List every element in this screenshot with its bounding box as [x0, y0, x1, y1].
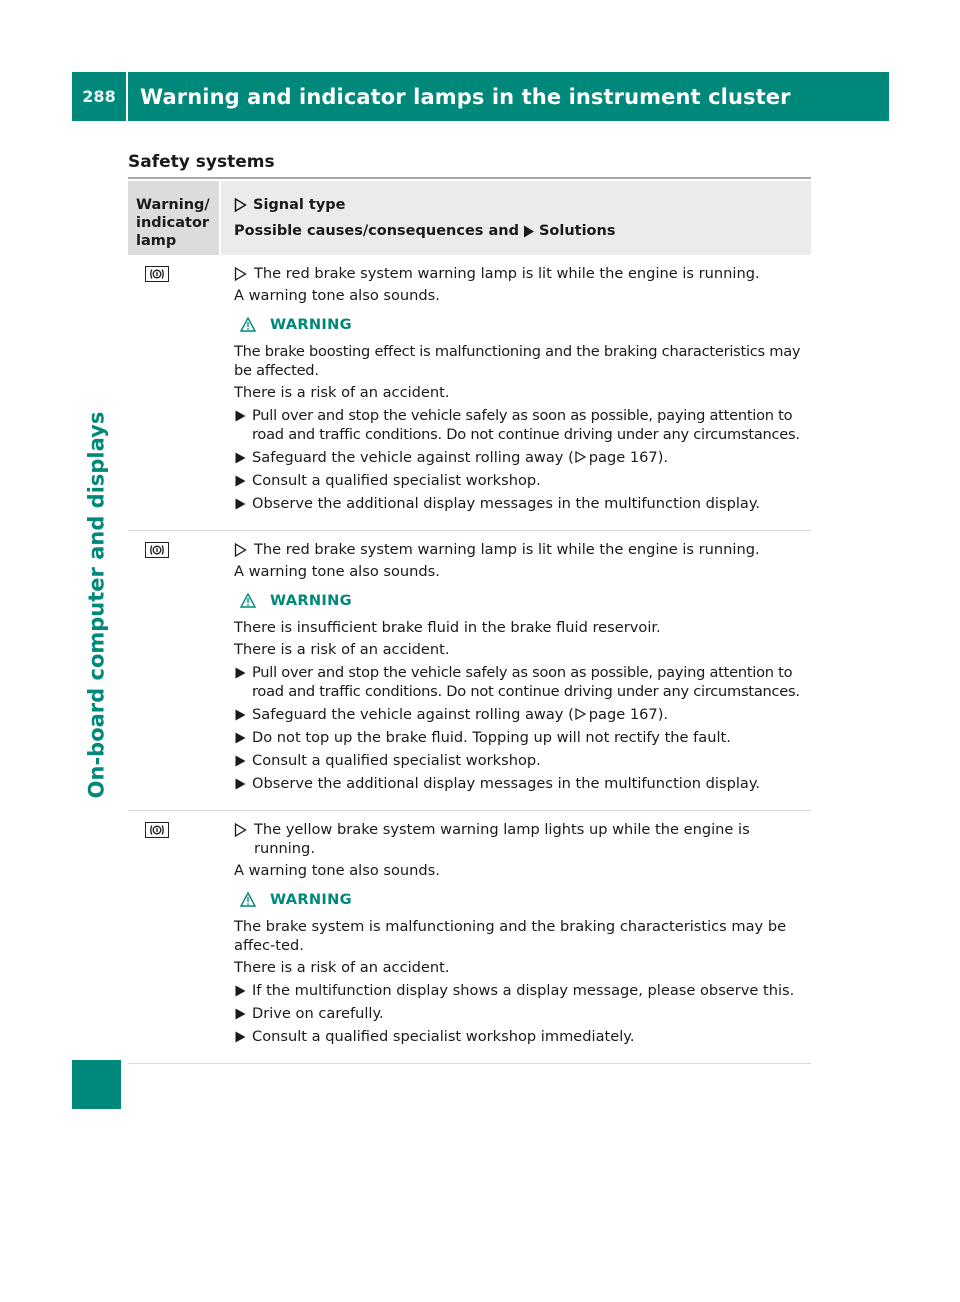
step-text: Safeguard the vehicle against rolling away (: [252, 449, 574, 466]
list-item: [234, 774, 805, 793]
arrow-right-filled-icon: [235, 755, 246, 767]
section-title: Safety systems: [128, 152, 275, 172]
tone-text: A warning tone also sounds.: [234, 862, 440, 879]
side-tab-label-wrap: [72, 160, 121, 1050]
step-text: Do not top up the brake fluid. Topping up will not rectify the fault.: [252, 729, 731, 746]
step-text: If the multifunction display shows a display message, please observe this.: [252, 982, 795, 999]
header-bar: [72, 72, 889, 121]
list-item: [234, 1004, 805, 1023]
risk-text: There is a risk of an accident.: [234, 641, 450, 658]
header-divider: [126, 72, 128, 121]
triangle-outline-icon: [575, 708, 586, 720]
step-text: Pull over and stop the vehicle safely as soon as possible, paying attention to road and traffic conditions. Do not continue driving under any circumstances.: [252, 407, 800, 443]
warning-triangle-icon: [240, 317, 256, 332]
list-item: [234, 1027, 805, 1046]
page-ref-link[interactable]: page 167).: [588, 449, 669, 466]
triangle-outline-icon: [234, 198, 247, 212]
step-text: Observe the additional display messages in the multifunction display.: [252, 775, 761, 792]
signal-type-label: Signal type: [253, 197, 346, 213]
signal-text: The red brake system warning lamp is lit while the engine is running.: [254, 541, 760, 558]
warning-text: There is insufficient brake fluid in the brake fluid reservoir.: [234, 619, 661, 636]
table-header: [128, 181, 811, 255]
arrow-right-filled-icon: [235, 1008, 246, 1020]
tone-text: A warning tone also sounds.: [234, 287, 440, 304]
brake-warning-lamp-icon: [145, 266, 169, 282]
list-item: [234, 406, 805, 444]
warning-heading: [240, 315, 805, 334]
list-item: [234, 751, 805, 770]
brake-warning-lamp-icon: [145, 822, 169, 838]
arrow-right-filled-icon: [235, 498, 246, 510]
arrow-right-filled-icon: [235, 732, 246, 744]
warning-label: WARNING: [270, 592, 352, 609]
brake-warning-lamp-icon: [145, 542, 169, 558]
risk-text: There is a risk of an accident.: [234, 959, 450, 976]
description-cell: [221, 811, 811, 1063]
arrow-right-filled-icon: [523, 225, 535, 238]
warning-triangle-icon: [240, 593, 256, 608]
lamp-table: [128, 181, 811, 1064]
col-header-lamp: Warning/ indicator lamp: [128, 181, 219, 255]
risk-text: There is a risk of an accident.: [234, 384, 450, 401]
triangle-outline-icon: [575, 451, 586, 463]
page-ref-link[interactable]: page 167).: [588, 706, 669, 723]
warning-triangle-icon: [240, 892, 256, 907]
list-item: [234, 728, 805, 747]
list-item: [234, 981, 805, 1000]
arrow-right-filled-icon: [235, 410, 246, 422]
lamp-cell: [128, 255, 219, 530]
step-text: Consult a qualified specialist workshop immediately.: [252, 1028, 635, 1045]
list-item: [234, 448, 805, 467]
triangle-outline-icon: [234, 543, 247, 557]
table-row: [128, 811, 811, 1064]
warning-heading: [240, 591, 805, 610]
warning-text: The brake boosting effect is malfunctioning and the braking characteristics may be affected.: [234, 343, 801, 379]
warning-label: WARNING: [270, 891, 352, 908]
warning-text: The brake system is malfunctioning and the braking characteristics may be affec-ted.: [234, 918, 787, 954]
triangle-outline-icon: [234, 267, 247, 281]
step-text: Consult a qualified specialist workshop.: [252, 752, 541, 769]
step-text: Drive on carefully.: [252, 1005, 384, 1022]
arrow-right-filled-icon: [235, 667, 246, 679]
side-tab-label: On-board computer and displays: [84, 411, 109, 799]
list-item: [234, 471, 805, 490]
side-tab: [72, 160, 121, 1180]
table-row: [128, 531, 811, 811]
lamp-cell: [128, 531, 219, 810]
arrow-right-filled-icon: [235, 709, 246, 721]
tone-text: A warning tone also sounds.: [234, 563, 440, 580]
page-number: 288: [82, 87, 116, 106]
list-item: [234, 494, 805, 513]
step-text: Pull over and stop the vehicle safely as soon as possible, paying attention to road and traffic conditions. Do not continue driving under any circumstances.: [252, 664, 800, 700]
step-text: Consult a qualified specialist workshop.: [252, 472, 541, 489]
step-text: Safeguard the vehicle against rolling away (: [252, 706, 574, 723]
description-cell: [221, 255, 811, 530]
arrow-right-filled-icon: [235, 778, 246, 790]
warning-heading: [240, 890, 805, 909]
warning-label: WARNING: [270, 316, 352, 333]
section-rule: [128, 177, 811, 179]
list-item: [234, 663, 805, 701]
description-cell: [221, 531, 811, 810]
signal-text: The yellow brake system warning lamp lights up while the engine is running.: [254, 821, 750, 857]
arrow-right-filled-icon: [235, 1031, 246, 1043]
col-header-signal: [221, 181, 811, 255]
side-tab-marker: [72, 1060, 121, 1109]
step-text: Observe the additional display messages in the multifunction display.: [252, 495, 761, 512]
list-item: [234, 705, 805, 724]
arrow-right-filled-icon: [235, 452, 246, 464]
arrow-right-filled-icon: [235, 475, 246, 487]
triangle-outline-icon: [234, 823, 247, 837]
arrow-right-filled-icon: [235, 985, 246, 997]
table-row: [128, 255, 811, 531]
signal-text: The red brake system warning lamp is lit while the engine is running.: [254, 265, 760, 282]
causes-label: Possible causes/consequences and: [234, 223, 519, 239]
page-title: Warning and indicator lamps in the instrument cluster: [140, 84, 791, 109]
solutions-label: Solutions: [538, 223, 616, 239]
lamp-cell: [128, 811, 219, 1063]
